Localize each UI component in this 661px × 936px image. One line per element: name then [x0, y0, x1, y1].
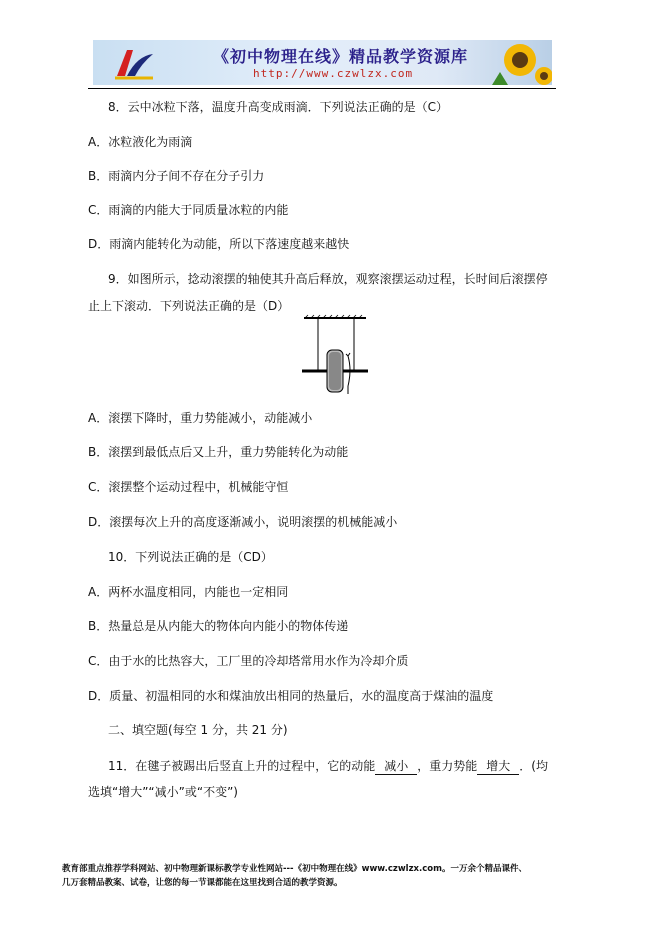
question-10-option-c: C．由于水的比热容大，工厂里的冷却塔常用水作为冷却介质: [88, 654, 409, 668]
answer-blank-2: 增大: [477, 757, 519, 775]
header-divider: [88, 88, 556, 89]
question-9-option-a: A．滚摆下降时，重力势能减小，动能减小: [88, 411, 313, 425]
sunflower-icon: [482, 42, 552, 85]
section-heading: 二、填空题(每空 1 分，共 21 分): [108, 723, 288, 737]
question-9-option-d: D．滚摆每次上升的高度逐渐减小，说明滚摆的机械能减小: [88, 515, 398, 529]
question-8-option-c: C．雨滴的内能大于同质量冰粒的内能: [88, 203, 289, 217]
question-10-option-a: A．两杯水温度相同，内能也一定相同: [88, 585, 289, 599]
maxwell-wheel-figure: [300, 314, 370, 396]
question-9-stem-line1: 9．如图所示，捻动滚摆的轴使其升高后释放，观察滚摆运动过程，长时间后滚摆停: [108, 272, 548, 286]
question-11-text-2: ，重力势能: [417, 759, 478, 773]
question-9-option-b: B．滚摆到最低点后又上升，重力势能转化为动能: [88, 445, 349, 459]
question-9-stem-line2: 止上下滚动．下列说法正确的是（D）: [88, 299, 290, 313]
question-8-option-b: B．雨滴内分子间不存在分子引力: [88, 169, 265, 183]
question-9-option-c: C．滚摆整个运动过程中，机械能守恒: [88, 480, 289, 494]
question-8-stem: 8．云中冰粒下落，温度升高变成雨滴．下列说法正确的是（C）: [108, 100, 449, 114]
question-10-option-d: D．质量、初温相同的水和煤油放出相同的热量后，水的温度高于煤油的温度: [88, 689, 494, 703]
question-11-text-3: ．(均: [519, 759, 548, 773]
question-11-text-1: 11．在毽子被踢出后竖直上升的过程中，它的动能: [108, 759, 376, 773]
header-banner: [93, 40, 552, 85]
banner-url[interactable]: http://www.czwlzx.com: [253, 67, 414, 80]
question-11-line2: 选填“增大”“减小”或“不变”): [88, 785, 238, 799]
question-8-option-a: A．冰粒液化为雨滴: [88, 135, 193, 149]
question-8-option-d: D．雨滴内能转化为动能，所以下落速度越来越快: [88, 237, 350, 251]
banner-title: 《初中物理在线》精品教学资源库: [213, 47, 469, 66]
answer-blank-1: 减小: [375, 757, 417, 775]
question-11-line1: [108, 757, 548, 775]
question-10-stem: 10．下列说法正确的是（CD）: [108, 550, 273, 564]
footer-line-1: 教育部重点推荐学科网站、初中物理新课标教学专业性网站---《初中物理在线》www.czwlzx.com。一万余个精品课件、: [62, 864, 527, 874]
question-10-option-b: B．热量总是从内能大的物体向内能小的物体传递: [88, 619, 349, 633]
footer-line-2: 几万套精品教案、试卷，让您的每一节课都能在这里找到合适的教学资源。: [62, 878, 343, 888]
site-logo-icon: [113, 46, 157, 80]
